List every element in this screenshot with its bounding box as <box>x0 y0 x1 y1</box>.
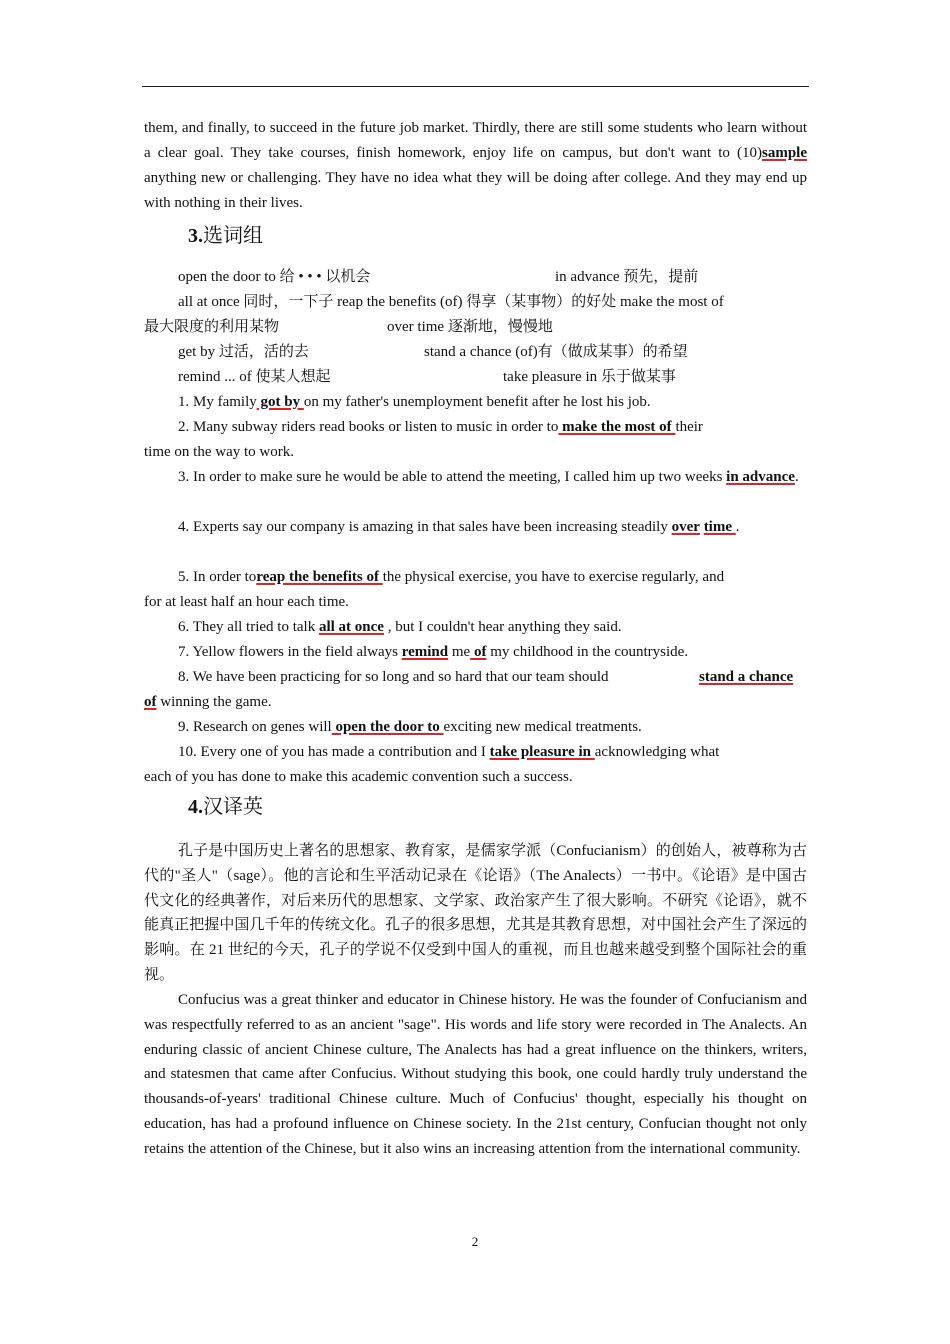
phrase-take-pleasure: take pleasure in 乐于做某事 <box>503 369 676 385</box>
phrase-in-advance: in advance 预先，提前 <box>555 269 699 285</box>
question-text: their <box>675 419 703 435</box>
question-text: 6. They all tried to talk <box>178 619 319 635</box>
section-4-heading <box>188 793 263 821</box>
question-8-cont <box>144 690 271 715</box>
question-text: . <box>735 519 740 535</box>
answer-make-the-most-of: make the most of <box>558 419 676 435</box>
question-9 <box>178 715 642 740</box>
question-text: 10. Every one of you has made a contribution and I <box>178 744 490 760</box>
answer-of-2: of <box>144 694 157 710</box>
question-2-cont: time on the way to work. <box>144 444 294 460</box>
answer-remind: remind <box>401 644 449 660</box>
section-3-title: 选词组 <box>203 225 263 247</box>
question-5 <box>178 565 724 590</box>
section-3-heading <box>188 222 263 250</box>
question-4 <box>144 515 807 540</box>
answer-over: over <box>671 519 700 535</box>
answer-stand-a-chance: stand a chance <box>699 669 794 685</box>
question-text: 1. My family <box>178 394 257 410</box>
question-7 <box>178 640 688 665</box>
question-10 <box>178 740 719 765</box>
question-1 <box>178 390 651 415</box>
english-translation: Confucius was a great thinker and educator in Chinese history. He was the founder of Confucianism and was respectfully referred to as an ancient "sage". His words and life story were recorded in The Analects. An enduring classic of ancient Chinese culture, The Analects has had a great influence on the thinkers, writers, and statesmen that came after Confucius. Without studying this book, one could hardly truly understand the thousands-of-years' traditional Chinese culture. Much of Confucius' thought, especially his thought on education, has had a profound influence on Chinese society. In the 21st century, Confucian thought not only retains the attention of the Chinese, but it also wins an increasing attention from the international community. <box>144 992 807 1157</box>
answer-all-at-once: all at once <box>318 619 384 635</box>
header-rule <box>142 86 809 87</box>
question-text: 8. We have been practicing for so long and so hard that our team should <box>178 669 609 685</box>
question-text: . <box>794 469 799 485</box>
phrase-stand-a-chance: stand a chance (of)有（做成某事）的希望 <box>424 344 688 360</box>
answer-take-pleasure-in: take pleasure in <box>489 744 595 760</box>
section-3-number: 3. <box>188 225 203 247</box>
phrase-over-time: over time 逐渐地，慢慢地 <box>387 319 553 335</box>
question-text: my childhood in the countryside. <box>486 644 689 660</box>
question-text: the physical exercise, you have to exercise regularly, and <box>382 569 725 585</box>
section-4-title: 汉译英 <box>203 796 263 818</box>
top-paragraph-text: them, and finally, to succeed in the future job market. Thirdly, there are still some students who learn without a clear goal. They take courses, finish homework, enjoy life on campus, but don't want to (10) <box>144 120 807 161</box>
phrase-row-2: all at once 同时，一下子 reap the benefits (of) 得享（某事物）的好处 make the most of <box>178 294 724 310</box>
question-text: winning the game. <box>156 694 272 710</box>
phrase-make-most-meaning: 最大限度的利用某物 <box>144 319 280 335</box>
phrase-open-the-door: open the door to 给 • • • 以机会 <box>178 269 371 285</box>
section-4-number: 4. <box>188 796 203 818</box>
question-3 <box>144 465 807 490</box>
answer-got-by: got by <box>256 394 304 410</box>
question-text: 3. In order to make sure he would be able to attend the meeting, I called him up two weeks <box>178 469 723 485</box>
question-text: , but I couldn't hear anything they said. <box>383 619 622 635</box>
question-6 <box>178 615 622 640</box>
question-text: 2. Many subway riders read books or listen to music in order to <box>178 419 559 435</box>
answer-time: time <box>703 519 736 535</box>
top-paragraph <box>144 116 807 216</box>
answer-open-the-door-to: open the door to <box>331 719 444 735</box>
top-paragraph-text-end: anything new or challenging. They have no idea what they will be doing after college. And they may end up with nothing in their lives. <box>144 170 807 211</box>
question-8-answer <box>699 665 793 690</box>
question-2 <box>178 415 703 440</box>
page-number: 2 <box>471 1234 479 1249</box>
phrase-remind-of: remind ... of 使某人想起 <box>178 369 331 385</box>
question-text: 9. Research on genes will <box>178 719 332 735</box>
answer-of: of <box>470 644 487 660</box>
answer-sample: sample <box>762 145 807 161</box>
question-8 <box>178 665 608 690</box>
answer-in-advance: in advance <box>726 469 795 485</box>
question-text: exciting new medical treatments. <box>443 719 642 735</box>
question-text: 4. Experts say our company is amazing in that sales have been increasing steadily <box>178 519 668 535</box>
question-5-cont: for at least half an hour each time. <box>144 594 349 610</box>
question-text: 7. Yellow flowers in the field always <box>178 644 402 660</box>
question-text: on my father's unemployment benefit after he lost his job. <box>303 394 651 410</box>
question-text: 5. In order to <box>178 569 257 585</box>
question-text: me <box>448 644 471 660</box>
phrase-get-by: get by 过活，活的去 <box>178 344 309 360</box>
answer-reap-the-benefits-of: reap the benefits of <box>256 569 383 585</box>
question-10-cont: each of you has done to make this academic convention such a success. <box>144 769 573 785</box>
chinese-passage: 孔子是中国历史上著名的思想家、教育家，是儒家学派（Confucianism）的创始人，被尊称为古代的"圣人"（sage）。他的言论和生平活动记录在《论语》（The Analects）一书中。《论语》是中国古代文化的经典著作，对后来历代的思想家、文学家、政治家产生了很大影响。不研究《论语》，就不能真正把握中国几千年的传统文化。孔子的很多思想，尤其是其教育思想，对中国社会产生了深远的影响。在 21 世纪的今天，孔子的学说不仅受到中国人的重视，而且也越来越受到整个国际社会的重视。 <box>144 843 807 983</box>
question-text: acknowledging what <box>594 744 720 760</box>
